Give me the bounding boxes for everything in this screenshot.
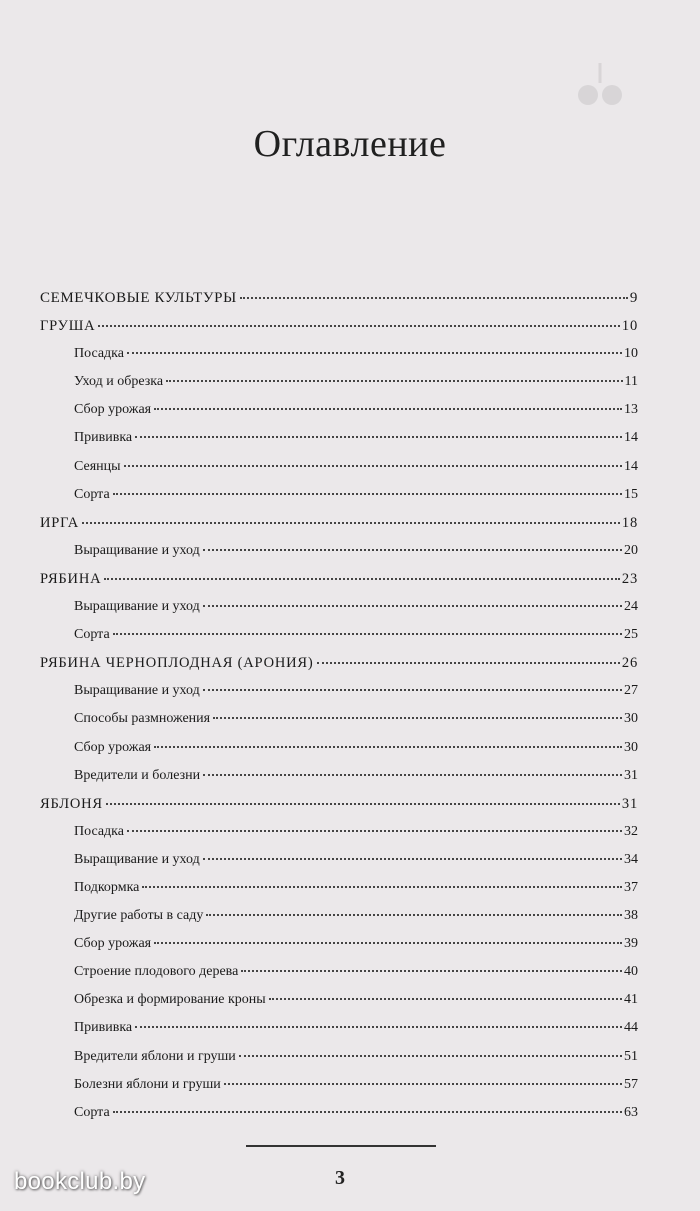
toc-entry-page: 18 bbox=[621, 514, 638, 531]
toc-entry-page: 20 bbox=[624, 542, 638, 558]
dot-leader bbox=[203, 605, 622, 607]
dot-leader bbox=[135, 1026, 622, 1028]
toc-entry-page: 9 bbox=[629, 290, 638, 306]
dot-leader bbox=[106, 803, 620, 805]
toc-entry bbox=[40, 677, 638, 705]
dot-leader bbox=[113, 1111, 622, 1113]
toc-entry-label: Вредители и болезни bbox=[74, 767, 201, 783]
dot-leader bbox=[239, 1055, 622, 1057]
toc-entry-page: 26 bbox=[621, 655, 638, 672]
toc-entry-label: Другие работы в саду bbox=[74, 908, 204, 924]
dot-leader bbox=[203, 774, 622, 776]
toc-entry bbox=[40, 790, 638, 818]
toc-entry-page: 44 bbox=[624, 1020, 638, 1036]
toc-entry-page: 14 bbox=[624, 430, 638, 446]
toc-entry-label: Прививка bbox=[74, 1020, 133, 1036]
dot-leader bbox=[98, 325, 619, 327]
toc-entry-label: СЕМЕЧКОВЫЕ КУЛЬТУРЫ bbox=[40, 290, 237, 306]
page-title: Оглавление bbox=[253, 123, 447, 165]
toc-entry bbox=[40, 734, 638, 762]
watermark: bookclub.by bbox=[14, 1168, 146, 1195]
toc-entry-label: Уход и обрезка bbox=[74, 374, 164, 390]
toc-entry bbox=[40, 986, 638, 1014]
table-of-contents bbox=[40, 284, 638, 1127]
toc-entry-page: 39 bbox=[624, 936, 638, 952]
toc-entry-page: 15 bbox=[624, 486, 638, 502]
toc-entry bbox=[40, 340, 638, 368]
toc-entry bbox=[40, 509, 638, 537]
dot-leader bbox=[166, 380, 622, 382]
page-number: 3 bbox=[335, 1167, 345, 1189]
show-through-icon bbox=[570, 55, 630, 115]
toc-entry-label: Сбор урожая bbox=[74, 739, 152, 755]
dot-leader bbox=[240, 297, 628, 299]
dot-leader bbox=[113, 633, 622, 635]
toc-entry-page: 14 bbox=[624, 458, 638, 474]
toc-entry-label: Вредители яблони и груши bbox=[74, 1048, 236, 1064]
dot-leader bbox=[154, 746, 622, 748]
toc-entry-label: Прививка bbox=[74, 430, 133, 446]
toc-entry bbox=[40, 621, 638, 649]
toc-entry bbox=[40, 818, 638, 846]
dot-leader bbox=[142, 886, 622, 888]
toc-entry-page: 25 bbox=[624, 627, 638, 643]
dot-leader bbox=[113, 493, 622, 495]
toc-entry bbox=[40, 930, 638, 958]
toc-entry-page: 63 bbox=[624, 1104, 638, 1120]
dot-leader bbox=[317, 662, 620, 664]
dot-leader bbox=[203, 858, 622, 860]
toc-entry bbox=[40, 396, 638, 424]
toc-entry-label: Выращивание и уход bbox=[74, 599, 200, 615]
toc-entry-page: 37 bbox=[624, 879, 638, 895]
toc-entry-page: 40 bbox=[624, 964, 638, 980]
dot-leader bbox=[269, 998, 622, 1000]
dot-leader bbox=[224, 1083, 622, 1085]
toc-entry-label: Болезни яблони и груши bbox=[74, 1076, 221, 1092]
toc-entry-label: Подкормка bbox=[74, 879, 140, 895]
toc-entry-label: Посадка bbox=[74, 346, 124, 362]
toc-entry-page: 27 bbox=[624, 683, 638, 699]
toc-entry bbox=[40, 368, 638, 396]
toc-entry bbox=[40, 312, 638, 340]
toc-entry-page: 23 bbox=[621, 570, 638, 587]
toc-entry-page: 13 bbox=[624, 402, 638, 418]
footer-rule bbox=[246, 1145, 436, 1147]
toc-entry-page: 30 bbox=[624, 739, 638, 755]
dot-leader bbox=[124, 465, 622, 467]
toc-entry-label: Сорта bbox=[74, 1104, 110, 1120]
toc-entry-label: ИРГА bbox=[40, 514, 80, 531]
toc-entry-label: РЯБИНА bbox=[40, 570, 102, 587]
toc-entry bbox=[40, 453, 638, 481]
toc-entry-page: 10 bbox=[621, 318, 638, 335]
toc-entry bbox=[40, 424, 638, 452]
toc-entry-label: ЯБЛОНЯ bbox=[40, 795, 103, 812]
toc-entry bbox=[40, 1014, 638, 1042]
dot-leader bbox=[154, 942, 622, 944]
toc-entry-label: Выращивание и уход bbox=[74, 542, 200, 558]
toc-entry bbox=[40, 537, 638, 565]
toc-entry-label: ГРУША bbox=[40, 318, 96, 335]
toc-entry bbox=[40, 1071, 638, 1099]
toc-entry-page: 57 bbox=[624, 1076, 638, 1092]
toc-entry-label: Сорта bbox=[74, 486, 110, 502]
toc-entry-label: Сбор урожая bbox=[74, 936, 152, 952]
toc-entry-page: 32 bbox=[624, 823, 638, 839]
dot-leader bbox=[241, 970, 622, 972]
dot-leader bbox=[203, 689, 622, 691]
toc-entry-page: 31 bbox=[624, 767, 638, 783]
toc-entry bbox=[40, 846, 638, 874]
toc-entry-page: 34 bbox=[624, 851, 638, 867]
toc-entry-page: 31 bbox=[621, 795, 638, 812]
toc-entry-page: 41 bbox=[624, 992, 638, 1008]
toc-entry bbox=[40, 481, 638, 509]
toc-entry bbox=[40, 565, 638, 593]
dot-leader bbox=[104, 578, 620, 580]
toc-entry bbox=[40, 762, 638, 790]
toc-entry bbox=[40, 874, 638, 902]
toc-entry-label: Сорта bbox=[74, 627, 110, 643]
toc-entry-label: Сбор урожая bbox=[74, 402, 152, 418]
toc-entry bbox=[40, 1099, 638, 1127]
toc-entry-label: Сеянцы bbox=[74, 458, 121, 474]
toc-entry bbox=[40, 1043, 638, 1071]
toc-entry-page: 10 bbox=[624, 346, 638, 362]
toc-entry bbox=[40, 705, 638, 733]
toc-entry-page: 51 bbox=[624, 1048, 638, 1064]
toc-entry-page: 24 bbox=[624, 599, 638, 615]
toc-entry bbox=[40, 284, 638, 312]
toc-entry-label: Обрезка и формирование кроны bbox=[74, 992, 266, 1008]
dot-leader bbox=[82, 522, 620, 524]
toc-entry-label: Выращивание и уход bbox=[74, 683, 200, 699]
toc-entry-page: 30 bbox=[624, 711, 638, 727]
dot-leader bbox=[206, 914, 622, 916]
dot-leader bbox=[213, 717, 622, 719]
toc-entry-label: Посадка bbox=[74, 823, 124, 839]
dot-leader bbox=[127, 352, 622, 354]
toc-entry-label: Строение плодового дерева bbox=[74, 964, 239, 980]
dot-leader bbox=[127, 830, 622, 832]
dot-leader bbox=[203, 549, 622, 551]
toc-entry bbox=[40, 593, 638, 621]
toc-entry-label: Выращивание и уход bbox=[74, 851, 200, 867]
dot-leader bbox=[154, 408, 622, 410]
toc-entry-page: 11 bbox=[624, 374, 638, 390]
toc-entry-page: 38 bbox=[624, 908, 638, 924]
dot-leader bbox=[135, 436, 622, 438]
toc-entry bbox=[40, 649, 638, 677]
toc-entry bbox=[40, 902, 638, 930]
toc-entry-label: РЯБИНА ЧЕРНОПЛОДНАЯ (АРОНИЯ) bbox=[40, 655, 314, 672]
toc-entry bbox=[40, 958, 638, 986]
toc-entry-label: Способы размножения bbox=[74, 711, 211, 727]
